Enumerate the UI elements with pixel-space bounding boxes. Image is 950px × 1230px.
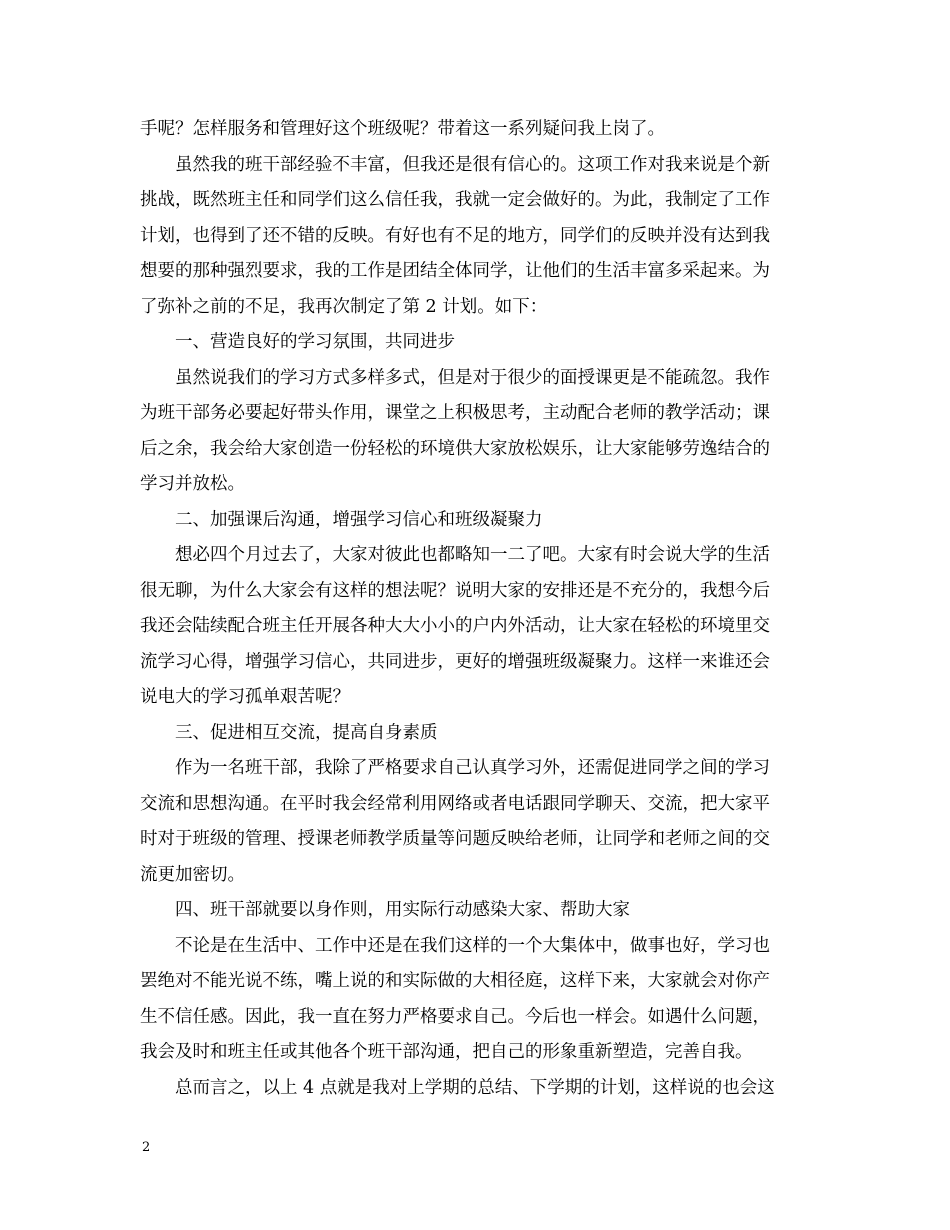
text-line: 挑战，既然班主任和同学们这么信任我，我就一定会做好的。为此，我制定了工作	[140, 190, 770, 210]
text-line: 计划，也得到了还不错的反映。有好也有不足的地方，同学们的反映并没有达到我	[140, 226, 770, 246]
text-line: 不论是在生活中、工作中还是在我们这样的一个大集体中，做事也好，学习也	[175, 936, 770, 956]
text-line: 说电大的学习孤单艰苦呢？	[140, 687, 350, 707]
text-line: 罢绝对不能光说不练，嘴上说的和实际做的大相径庭，这样下来，大家就会对你产	[140, 971, 770, 991]
section-heading: 二、加强课后沟通，增强学习信心和班级凝聚力	[175, 510, 543, 530]
text-line: 学习并放松。	[140, 474, 245, 494]
text-line: 我还会陆续配合班主任开展各种大大小小的户内外活动，让大家在轻松的环境里交	[140, 616, 770, 636]
text-line: 流学习心得，增强学习信心，共同进步，更好的增强班级凝聚力。这样一来谁还会	[140, 652, 770, 672]
text-line: 想要的那种强烈要求，我的工作是团结全体同学，让他们的生活丰富多采起来。为	[140, 261, 770, 281]
page-number: 2	[142, 1140, 151, 1155]
section-heading: 四、班干部就要以身作则，用实际行动感染大家、帮助大家	[175, 900, 630, 920]
text-line: 生不信任感。因此，我一直在努力严格要求自己。今后也一样会。如遇什么问题，	[140, 1007, 770, 1027]
text-line: 总而言之，以上 4 点就是我对上学期的总结、下学期的计划，这样说的也会这	[175, 1078, 775, 1098]
text-line: 很无聊，为什么大家会有这样的想法呢？说明大家的安排还是不充分的，我想今后	[140, 581, 770, 601]
text-line: 流更加密切。	[140, 865, 245, 885]
text-line: 为班干部务必要起好带头作用，课堂之上积极思考，主动配合老师的教学活动；课	[140, 403, 770, 423]
text-line: 后之余，我会给大家创造一份轻松的环境供大家放松娱乐，让大家能够劳逸结合的	[140, 439, 770, 459]
text-line: 我会及时和班主任或其他各个班干部沟通，把自己的形象重新塑造，完善自我。	[140, 1042, 753, 1062]
text-line: 作为一名班干部，我除了严格要求自己认真学习外，还需促进同学之间的学习	[175, 758, 770, 778]
text-line: 虽然我的班干部经验不丰富，但我还是很有信心的。这项工作对我来说是个新	[175, 155, 770, 175]
section-heading: 三、促进相互交流，提高自身素质	[175, 723, 438, 743]
text-line: 时对于班级的管理、授课老师教学质量等问题反映给老师，让同学和老师之间的交	[140, 829, 770, 849]
text-line: 虽然说我们的学习方式多样多式，但是对于很少的面授课更是不能疏忽。我作	[175, 368, 770, 388]
text-line: 了弥补之前的不足，我再次制定了第 2 计划。如下：	[140, 297, 548, 317]
text-line: 交流和思想沟通。在平时我会经常利用网络或者电话跟同学聊天、交流，把大家平	[140, 794, 770, 814]
text-line: 想必四个月过去了，大家对彼此也都略知一二了吧。大家有时会说大学的生活	[175, 545, 770, 565]
section-heading: 一、营造良好的学习氛围，共同进步	[175, 332, 455, 352]
text-line: 手呢？怎样服务和管理好这个班级呢？带着这一系列疑问我上岗了。	[140, 119, 665, 139]
